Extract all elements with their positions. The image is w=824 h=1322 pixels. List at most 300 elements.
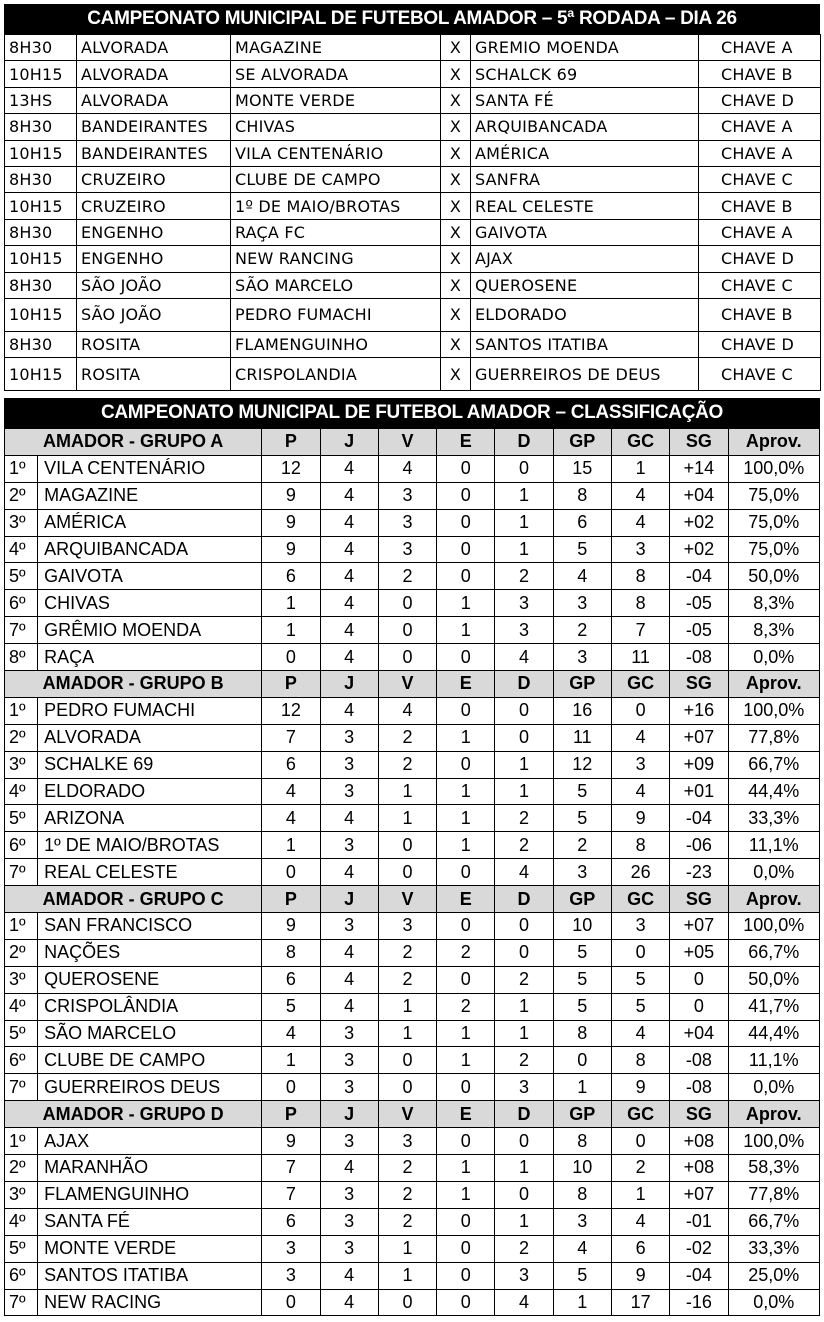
stat-p: 0: [262, 644, 320, 671]
standings-row: [5, 939, 820, 966]
stat-e: 1: [437, 778, 495, 805]
stat-gc: 3: [611, 536, 669, 563]
game-key: CHAVE D: [699, 87, 821, 113]
stat-e: 0: [437, 1289, 495, 1316]
stat-gp: 8: [553, 1181, 611, 1208]
game-time: 10H15: [5, 61, 77, 87]
schedule-row: [5, 166, 821, 192]
stat-sg: -05: [670, 617, 728, 644]
column-header: SG: [670, 886, 728, 913]
stat-gc: 4: [611, 1020, 669, 1047]
column-header: SG: [670, 671, 728, 698]
standings-row: [5, 993, 820, 1020]
stat-gp: 2: [553, 832, 611, 859]
stat-d: 4: [495, 859, 553, 886]
standings-row: [5, 751, 820, 778]
team-name: PEDRO FUMACHI: [38, 697, 262, 724]
stat-sg: -02: [670, 1235, 728, 1262]
stat-gc: 8: [611, 832, 669, 859]
stat-v: 1: [378, 1020, 436, 1047]
stat-j: 3: [320, 751, 378, 778]
stat-v: 2: [378, 724, 436, 751]
stat-v: 4: [378, 697, 436, 724]
standings-row: [5, 1181, 820, 1208]
stat-gc: 8: [611, 590, 669, 617]
stat-sg: -08: [670, 1047, 728, 1074]
stat-d: 1: [495, 751, 553, 778]
game-key: CHAVE A: [699, 140, 821, 166]
column-header: GC: [611, 429, 669, 456]
group-name: AMADOR - GRUPO D: [5, 1101, 262, 1128]
position: 3º: [5, 966, 38, 993]
position: 6º: [5, 832, 38, 859]
position: 2º: [5, 939, 38, 966]
stat-d: 0: [495, 939, 553, 966]
column-header: J: [320, 671, 378, 698]
column-header: GP: [553, 886, 611, 913]
stat-sg: +08: [670, 1128, 728, 1155]
stat-d: 3: [495, 1074, 553, 1101]
position: 1º: [5, 1128, 38, 1155]
stat-gp: 16: [553, 697, 611, 724]
stat-gp: 5: [553, 536, 611, 563]
stat-d: 1: [495, 993, 553, 1020]
game-time: 10H15: [5, 298, 77, 331]
position: 4º: [5, 1208, 38, 1235]
game-field: BANDEIRANTES: [77, 140, 231, 166]
stat-v: 0: [378, 590, 436, 617]
stat-v: 3: [378, 1128, 436, 1155]
column-header: J: [320, 1101, 378, 1128]
stat-d: 0: [495, 913, 553, 940]
stat-v: 2: [378, 751, 436, 778]
stat-e: 0: [437, 1128, 495, 1155]
stat-gc: 0: [611, 939, 669, 966]
stat-gp: 5: [553, 966, 611, 993]
stat-gc: 0: [611, 1128, 669, 1155]
stat-d: 4: [495, 1289, 553, 1316]
stat-j: 4: [320, 563, 378, 590]
group-header-row: [5, 1101, 820, 1128]
stat-p: 1: [262, 1047, 320, 1074]
standings-row: [5, 563, 820, 590]
team-name: AMÉRICA: [38, 509, 262, 536]
position: 3º: [5, 509, 38, 536]
column-header: GC: [611, 1101, 669, 1128]
stat-d: 1: [495, 482, 553, 509]
stat-j: 4: [320, 1262, 378, 1289]
team-name: VILA CENTENÁRIO: [38, 455, 262, 482]
game-time: 10H15: [5, 246, 77, 272]
schedule-row: [5, 87, 821, 113]
stat-d: 2: [495, 966, 553, 993]
stat-e: 2: [437, 939, 495, 966]
game-versus: X: [441, 114, 471, 140]
column-header: GC: [611, 671, 669, 698]
team-name: MONTE VERDE: [38, 1235, 262, 1262]
group-header-row: [5, 671, 820, 698]
column-header: P: [262, 429, 320, 456]
stat-e: 1: [437, 1020, 495, 1047]
group-name: AMADOR - GRUPO C: [5, 886, 262, 913]
standings-row: [5, 509, 820, 536]
stat-e: 0: [437, 482, 495, 509]
game-versus: X: [441, 87, 471, 113]
team-name: AJAX: [38, 1128, 262, 1155]
position: 8º: [5, 644, 38, 671]
game-key: CHAVE B: [699, 193, 821, 219]
group-header-row: [5, 886, 820, 913]
column-header: V: [378, 1101, 436, 1128]
team-name: SCHALKE 69: [38, 751, 262, 778]
stat-v: 0: [378, 617, 436, 644]
schedule-row: [5, 272, 821, 298]
stat-p: 12: [262, 455, 320, 482]
stat-j: 3: [320, 778, 378, 805]
stat-gc: 8: [611, 563, 669, 590]
stat-d: 1: [495, 536, 553, 563]
stat-gc: 4: [611, 1208, 669, 1235]
game-key: CHAVE D: [699, 246, 821, 272]
game-key: CHAVE C: [699, 272, 821, 298]
standings-row: [5, 778, 820, 805]
stat-aprov: 100,0%: [728, 697, 819, 724]
game-versus: X: [441, 246, 471, 272]
stat-sg: +04: [670, 482, 728, 509]
stat-j: 4: [320, 590, 378, 617]
team-name: MAGAZINE: [38, 482, 262, 509]
standings-row: [5, 1235, 820, 1262]
stat-j: 4: [320, 617, 378, 644]
team-name: ARQUIBANCADA: [38, 536, 262, 563]
group-header-row: [5, 429, 820, 456]
stat-sg: -16: [670, 1289, 728, 1316]
column-header: GP: [553, 429, 611, 456]
stat-v: 1: [378, 993, 436, 1020]
stat-aprov: 0,0%: [728, 1074, 819, 1101]
stat-j: 3: [320, 1208, 378, 1235]
team-name: FLAMENGUINHO: [38, 1181, 262, 1208]
game-key: CHAVE A: [699, 114, 821, 140]
schedule-title: CAMPEONATO MUNICIPAL DE FUTEBOL AMADOR – 5ª RODADA – DIA 26: [4, 4, 820, 34]
standings-row: [5, 913, 820, 940]
stat-aprov: 66,7%: [728, 751, 819, 778]
game-away-team: GREMIO MOENDA: [471, 35, 699, 61]
game-time: 8H30: [5, 272, 77, 298]
stat-v: 0: [378, 859, 436, 886]
stat-p: 9: [262, 913, 320, 940]
stat-sg: -04: [670, 563, 728, 590]
schedule-row: [5, 331, 821, 357]
stat-e: 0: [437, 859, 495, 886]
stat-d: 2: [495, 563, 553, 590]
stat-gp: 10: [553, 913, 611, 940]
game-key: CHAVE B: [699, 61, 821, 87]
stat-e: 0: [437, 455, 495, 482]
standings-row: [5, 1074, 820, 1101]
stat-d: 1: [495, 1208, 553, 1235]
stat-v: 3: [378, 482, 436, 509]
column-header: V: [378, 671, 436, 698]
game-field: CRUZEIRO: [77, 166, 231, 192]
stat-aprov: 100,0%: [728, 913, 819, 940]
stat-gp: 1: [553, 1289, 611, 1316]
stat-gc: 1: [611, 1181, 669, 1208]
schedule-table: [4, 34, 821, 391]
stat-d: 1: [495, 1155, 553, 1182]
stat-sg: -04: [670, 805, 728, 832]
game-away-team: AMÉRICA: [471, 140, 699, 166]
stat-gc: 2: [611, 1155, 669, 1182]
schedule-row: [5, 246, 821, 272]
stat-gp: 12: [553, 751, 611, 778]
stat-d: 2: [495, 805, 553, 832]
column-header: E: [437, 1101, 495, 1128]
stat-gp: 3: [553, 859, 611, 886]
position: 5º: [5, 1020, 38, 1047]
position: 5º: [5, 805, 38, 832]
stat-p: 9: [262, 482, 320, 509]
game-home-team: CHIVAS: [231, 114, 441, 140]
stat-v: 1: [378, 1235, 436, 1262]
stat-sg: +04: [670, 1020, 728, 1047]
standings-row: [5, 1020, 820, 1047]
stat-aprov: 58,3%: [728, 1155, 819, 1182]
stat-gp: 5: [553, 1262, 611, 1289]
stat-sg: -06: [670, 832, 728, 859]
standings-row: [5, 832, 820, 859]
stat-gc: 17: [611, 1289, 669, 1316]
stat-p: 6: [262, 966, 320, 993]
game-away-team: QUEROSENE: [471, 272, 699, 298]
column-header: D: [495, 429, 553, 456]
position: 4º: [5, 536, 38, 563]
column-header: J: [320, 886, 378, 913]
stat-gc: 26: [611, 859, 669, 886]
stat-aprov: 0,0%: [728, 859, 819, 886]
stat-sg: -08: [670, 1074, 728, 1101]
position: 1º: [5, 455, 38, 482]
game-versus: X: [441, 331, 471, 357]
stat-e: 1: [437, 1181, 495, 1208]
stat-sg: +07: [670, 724, 728, 751]
position: 3º: [5, 751, 38, 778]
stat-aprov: 8,3%: [728, 617, 819, 644]
position: 6º: [5, 1047, 38, 1074]
stat-e: 0: [437, 563, 495, 590]
stat-e: 1: [437, 1155, 495, 1182]
game-home-team: SÃO MARCELO: [231, 272, 441, 298]
stat-d: 3: [495, 617, 553, 644]
stat-p: 9: [262, 509, 320, 536]
stat-v: 0: [378, 1047, 436, 1074]
stat-gc: 5: [611, 993, 669, 1020]
team-name: CLUBE DE CAMPO: [38, 1047, 262, 1074]
stat-d: 0: [495, 724, 553, 751]
game-key: CHAVE A: [699, 219, 821, 245]
team-name: NAÇÕES: [38, 939, 262, 966]
stat-v: 2: [378, 563, 436, 590]
stat-e: 1: [437, 832, 495, 859]
column-header: E: [437, 429, 495, 456]
stat-aprov: 11,1%: [728, 1047, 819, 1074]
stat-aprov: 75,0%: [728, 482, 819, 509]
position: 2º: [5, 482, 38, 509]
schedule-row: [5, 35, 821, 61]
game-time: 13HS: [5, 87, 77, 113]
game-home-team: PEDRO FUMACHI: [231, 298, 441, 331]
team-name: NEW RACING: [38, 1289, 262, 1316]
game-key: CHAVE C: [699, 358, 821, 391]
game-time: 8H30: [5, 166, 77, 192]
stat-p: 0: [262, 859, 320, 886]
game-field: ROSITA: [77, 331, 231, 357]
game-field: ALVORADA: [77, 35, 231, 61]
stat-aprov: 33,3%: [728, 805, 819, 832]
stat-gc: 3: [611, 751, 669, 778]
schedule-row: [5, 298, 821, 331]
stat-sg: -01: [670, 1208, 728, 1235]
stat-d: 0: [495, 697, 553, 724]
stat-j: 4: [320, 966, 378, 993]
stat-j: 3: [320, 724, 378, 751]
stat-j: 4: [320, 697, 378, 724]
game-home-team: FLAMENGUINHO: [231, 331, 441, 357]
group-name: AMADOR - GRUPO B: [5, 671, 262, 698]
position: 5º: [5, 563, 38, 590]
stat-v: 2: [378, 939, 436, 966]
stat-p: 1: [262, 617, 320, 644]
stat-e: 2: [437, 993, 495, 1020]
standings-row: [5, 644, 820, 671]
stat-gc: 11: [611, 644, 669, 671]
standings-row: [5, 805, 820, 832]
game-home-team: CLUBE DE CAMPO: [231, 166, 441, 192]
team-name: CHIVAS: [38, 590, 262, 617]
stat-e: 0: [437, 509, 495, 536]
game-time: 8H30: [5, 114, 77, 140]
game-field: ENGENHO: [77, 246, 231, 272]
team-name: SANTA FÉ: [38, 1208, 262, 1235]
stat-sg: +16: [670, 697, 728, 724]
stat-v: 0: [378, 644, 436, 671]
column-header: E: [437, 671, 495, 698]
stat-p: 8: [262, 939, 320, 966]
stat-d: 2: [495, 832, 553, 859]
stat-gc: 6: [611, 1235, 669, 1262]
position: 7º: [5, 859, 38, 886]
group-name: AMADOR - GRUPO A: [5, 429, 262, 456]
team-name: REAL CELESTE: [38, 859, 262, 886]
stat-e: 1: [437, 617, 495, 644]
stat-p: 4: [262, 778, 320, 805]
game-away-team: SANTOS ITATIBA: [471, 331, 699, 357]
stat-p: 3: [262, 1262, 320, 1289]
stat-sg: -05: [670, 590, 728, 617]
stat-v: 2: [378, 1181, 436, 1208]
stat-j: 3: [320, 1074, 378, 1101]
standings-row: [5, 536, 820, 563]
stat-p: 6: [262, 563, 320, 590]
stat-gp: 15: [553, 455, 611, 482]
team-name: SANTOS ITATIBA: [38, 1262, 262, 1289]
stat-aprov: 44,4%: [728, 1020, 819, 1047]
stat-aprov: 0,0%: [728, 1289, 819, 1316]
position: 7º: [5, 1289, 38, 1316]
stat-j: 3: [320, 1128, 378, 1155]
stat-j: 4: [320, 1289, 378, 1316]
stat-gc: 9: [611, 805, 669, 832]
game-field: SÃO JOÃO: [77, 298, 231, 331]
stat-j: 4: [320, 939, 378, 966]
stat-d: 2: [495, 1047, 553, 1074]
stat-aprov: 0,0%: [728, 644, 819, 671]
stat-v: 2: [378, 1155, 436, 1182]
stat-gc: 4: [611, 482, 669, 509]
stat-v: 4: [378, 455, 436, 482]
column-header: P: [262, 671, 320, 698]
column-header: Aprov.: [728, 429, 819, 456]
game-versus: X: [441, 298, 471, 331]
game-key: CHAVE C: [699, 166, 821, 192]
stat-p: 6: [262, 1208, 320, 1235]
stat-p: 6: [262, 751, 320, 778]
stat-aprov: 41,7%: [728, 993, 819, 1020]
game-home-team: NEW RANCING: [231, 246, 441, 272]
game-versus: X: [441, 272, 471, 298]
stat-sg: +14: [670, 455, 728, 482]
game-field: ALVORADA: [77, 61, 231, 87]
stat-gp: 5: [553, 939, 611, 966]
stat-p: 3: [262, 1235, 320, 1262]
position: 6º: [5, 1262, 38, 1289]
team-name: CRISPOLÂNDIA: [38, 993, 262, 1020]
stat-p: 0: [262, 1289, 320, 1316]
stat-gc: 7: [611, 617, 669, 644]
stat-sg: +02: [670, 509, 728, 536]
game-field: ROSITA: [77, 358, 231, 391]
game-field: SÃO JOÃO: [77, 272, 231, 298]
column-header: GP: [553, 671, 611, 698]
stat-sg: +01: [670, 778, 728, 805]
stat-sg: +07: [670, 913, 728, 940]
stat-e: 0: [437, 1235, 495, 1262]
game-time: 8H30: [5, 219, 77, 245]
standings-row: [5, 859, 820, 886]
stat-e: 1: [437, 590, 495, 617]
stat-sg: +02: [670, 536, 728, 563]
game-time: 10H15: [5, 358, 77, 391]
position: 1º: [5, 697, 38, 724]
team-name: GUERREIROS DEUS: [38, 1074, 262, 1101]
stat-gp: 8: [553, 482, 611, 509]
column-header: D: [495, 886, 553, 913]
stat-e: 0: [437, 1074, 495, 1101]
stat-p: 9: [262, 1128, 320, 1155]
stat-gc: 4: [611, 778, 669, 805]
stat-e: 1: [437, 1047, 495, 1074]
stat-gc: 4: [611, 509, 669, 536]
game-away-team: GUERREIROS DE DEUS: [471, 358, 699, 391]
schedule-row: [5, 358, 821, 391]
game-field: CRUZEIRO: [77, 193, 231, 219]
stat-e: 1: [437, 805, 495, 832]
game-versus: X: [441, 193, 471, 219]
team-name: RAÇA: [38, 644, 262, 671]
standings-row: [5, 697, 820, 724]
game-away-team: AJAX: [471, 246, 699, 272]
schedule-row: [5, 61, 821, 87]
